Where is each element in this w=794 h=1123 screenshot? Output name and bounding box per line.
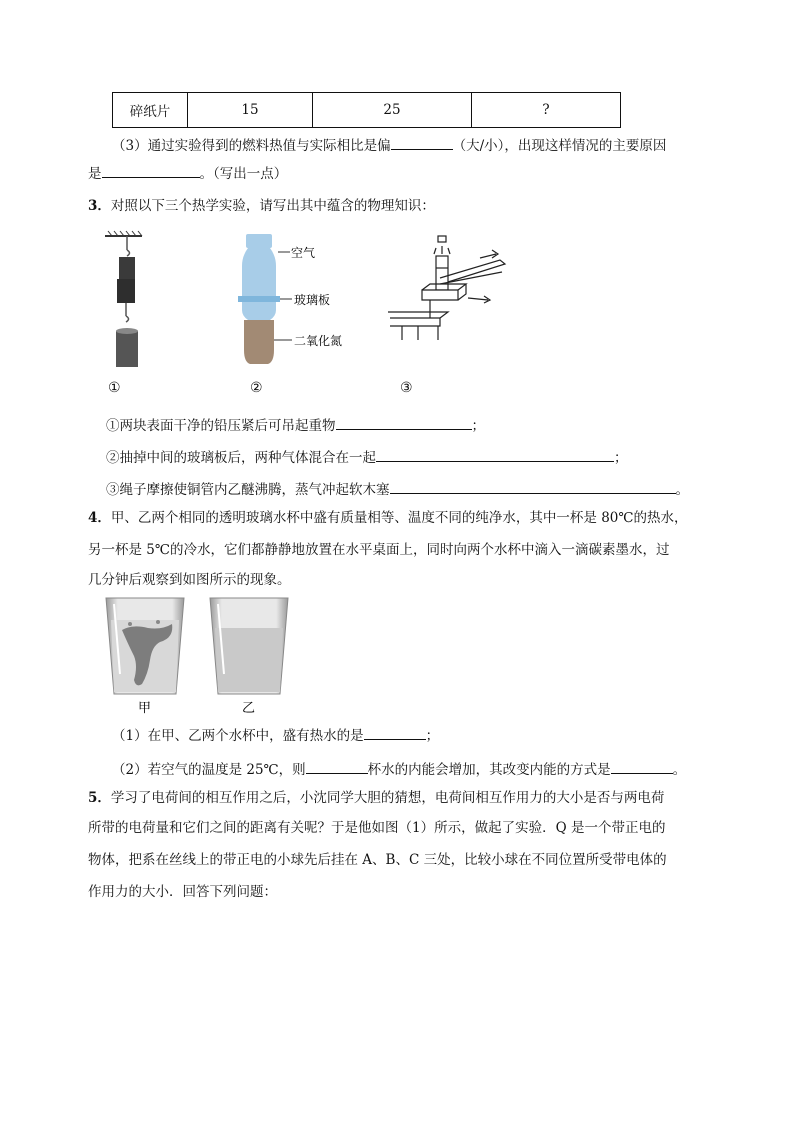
cup-jia [106, 598, 184, 694]
answer-blank[interactable] [611, 758, 673, 774]
answer-blank[interactable] [102, 162, 200, 178]
copper-tube-figure [388, 236, 505, 396]
q2-sub3-line1 [112, 134, 666, 156]
q2-sub3-text-d: 。（写出一点） [199, 166, 288, 182]
fig-label-glass: 玻璃板 [294, 293, 331, 307]
item-end: 。 [675, 482, 689, 498]
q2-sub3-text-b: （大/小），出现这样情况的主要原因 [452, 138, 667, 154]
thermal-experiments-figure [100, 228, 520, 398]
q4-sub2-text: （2）若空气的温度是 25℃，则 [112, 762, 306, 778]
q5-line3: 物体，把系在丝线上的带正电的小球先后挂在 A、B、C 三处，比较小球在不同位置所受带电体的 [88, 852, 667, 868]
item-number: ② [106, 450, 120, 466]
q4-sub1 [112, 724, 439, 746]
question-text: 学习了电荷间的相互作用之后，小沈同学大胆的猜想，电荷间相互作用力的大小是否与两电荷 [110, 790, 665, 806]
question-number: 5． [88, 790, 111, 806]
q4-sub2-end: 。 [672, 762, 687, 778]
table-cell: ? [472, 93, 621, 128]
q2-sub3-text-c: 是 [88, 166, 102, 182]
answer-blank[interactable] [336, 414, 472, 430]
fig-num: ① [108, 380, 121, 396]
item-end: ； [614, 450, 628, 466]
question-number: 4． [88, 510, 111, 526]
q2-sub3-line2 [88, 162, 287, 184]
q5-line2: 所带的电荷量和它们之间的距离有关呢？于是他如图（1）所示，做起了实验．Q 是一个带正电的 [88, 820, 666, 836]
item-text: 两块表面干净的铅压紧后可吊起重物 [119, 418, 336, 434]
fuel-data-table [112, 92, 621, 128]
q3-item-3 [106, 478, 689, 500]
q4-sub2-text-b: 杯水的内能会增加，其改变内能的方式是 [367, 762, 611, 778]
q2-sub3-text: （3）通过实验得到的燃料热值与实际相比是偏 [112, 138, 391, 154]
q3-item-2 [106, 446, 628, 468]
item-number: ③ [106, 482, 120, 498]
table-row [113, 93, 621, 128]
q4-sub1-end: ； [425, 728, 440, 744]
question-number: 3． [88, 198, 111, 214]
answer-blank[interactable] [306, 758, 368, 774]
question-text: 甲、乙两个相同的透明玻璃水杯中盛有质量相等、温度不同的纯净水，其中一杯是 80℃的热水， [110, 510, 688, 526]
fig-label-air: 空气 [291, 246, 316, 260]
answer-blank[interactable] [364, 724, 426, 740]
lead-blocks-figure [105, 231, 142, 396]
table-cell: 15 [188, 93, 313, 128]
answer-blank[interactable] [376, 446, 614, 462]
q3-stem [88, 196, 435, 216]
cup-label-jia: 甲 [138, 701, 152, 716]
q4-line2: 另一杯是 5℃的冷水，它们都静静地放置在水平桌面上，同时向两个水杯中滴入一滴碳素墨水，过 [88, 542, 670, 558]
q4-line3: 几分钟后观察到如图所示的现象。 [88, 572, 291, 588]
table-cell: 25 [313, 93, 472, 128]
answer-blank[interactable] [390, 478, 676, 494]
cup-label-yi: 乙 [242, 701, 256, 716]
fig-num: ③ [400, 380, 413, 396]
cup-yi [210, 598, 288, 694]
q5-line4: 作用力的大小．回答下列问题： [88, 884, 277, 900]
q4-sub2 [112, 758, 686, 780]
answer-blank[interactable] [391, 134, 453, 150]
item-text: 绳子摩擦使铜管内乙醚沸腾，蒸气冲起软木塞 [119, 482, 390, 498]
q4-sub1-text: （1）在甲、乙两个水杯中，盛有热水的是 [112, 728, 364, 744]
fig-label-no2: 二氧化氮 [294, 334, 343, 348]
fig-num: ② [250, 380, 263, 396]
item-number: ① [106, 418, 120, 434]
question-text: 对照以下三个热学实验，请写出其中蕴含的物理知识： [110, 198, 435, 214]
item-end: ； [471, 418, 485, 434]
table-cell: 碎纸片 [113, 93, 188, 128]
q4-line1 [88, 508, 687, 528]
q3-item-1 [106, 414, 485, 436]
water-cups-figure [100, 594, 300, 720]
gas-diffusion-figure [238, 234, 342, 396]
q5-line1 [88, 788, 664, 808]
item-text: 抽掉中间的玻璃板后，两种气体混合在一起 [119, 450, 376, 466]
